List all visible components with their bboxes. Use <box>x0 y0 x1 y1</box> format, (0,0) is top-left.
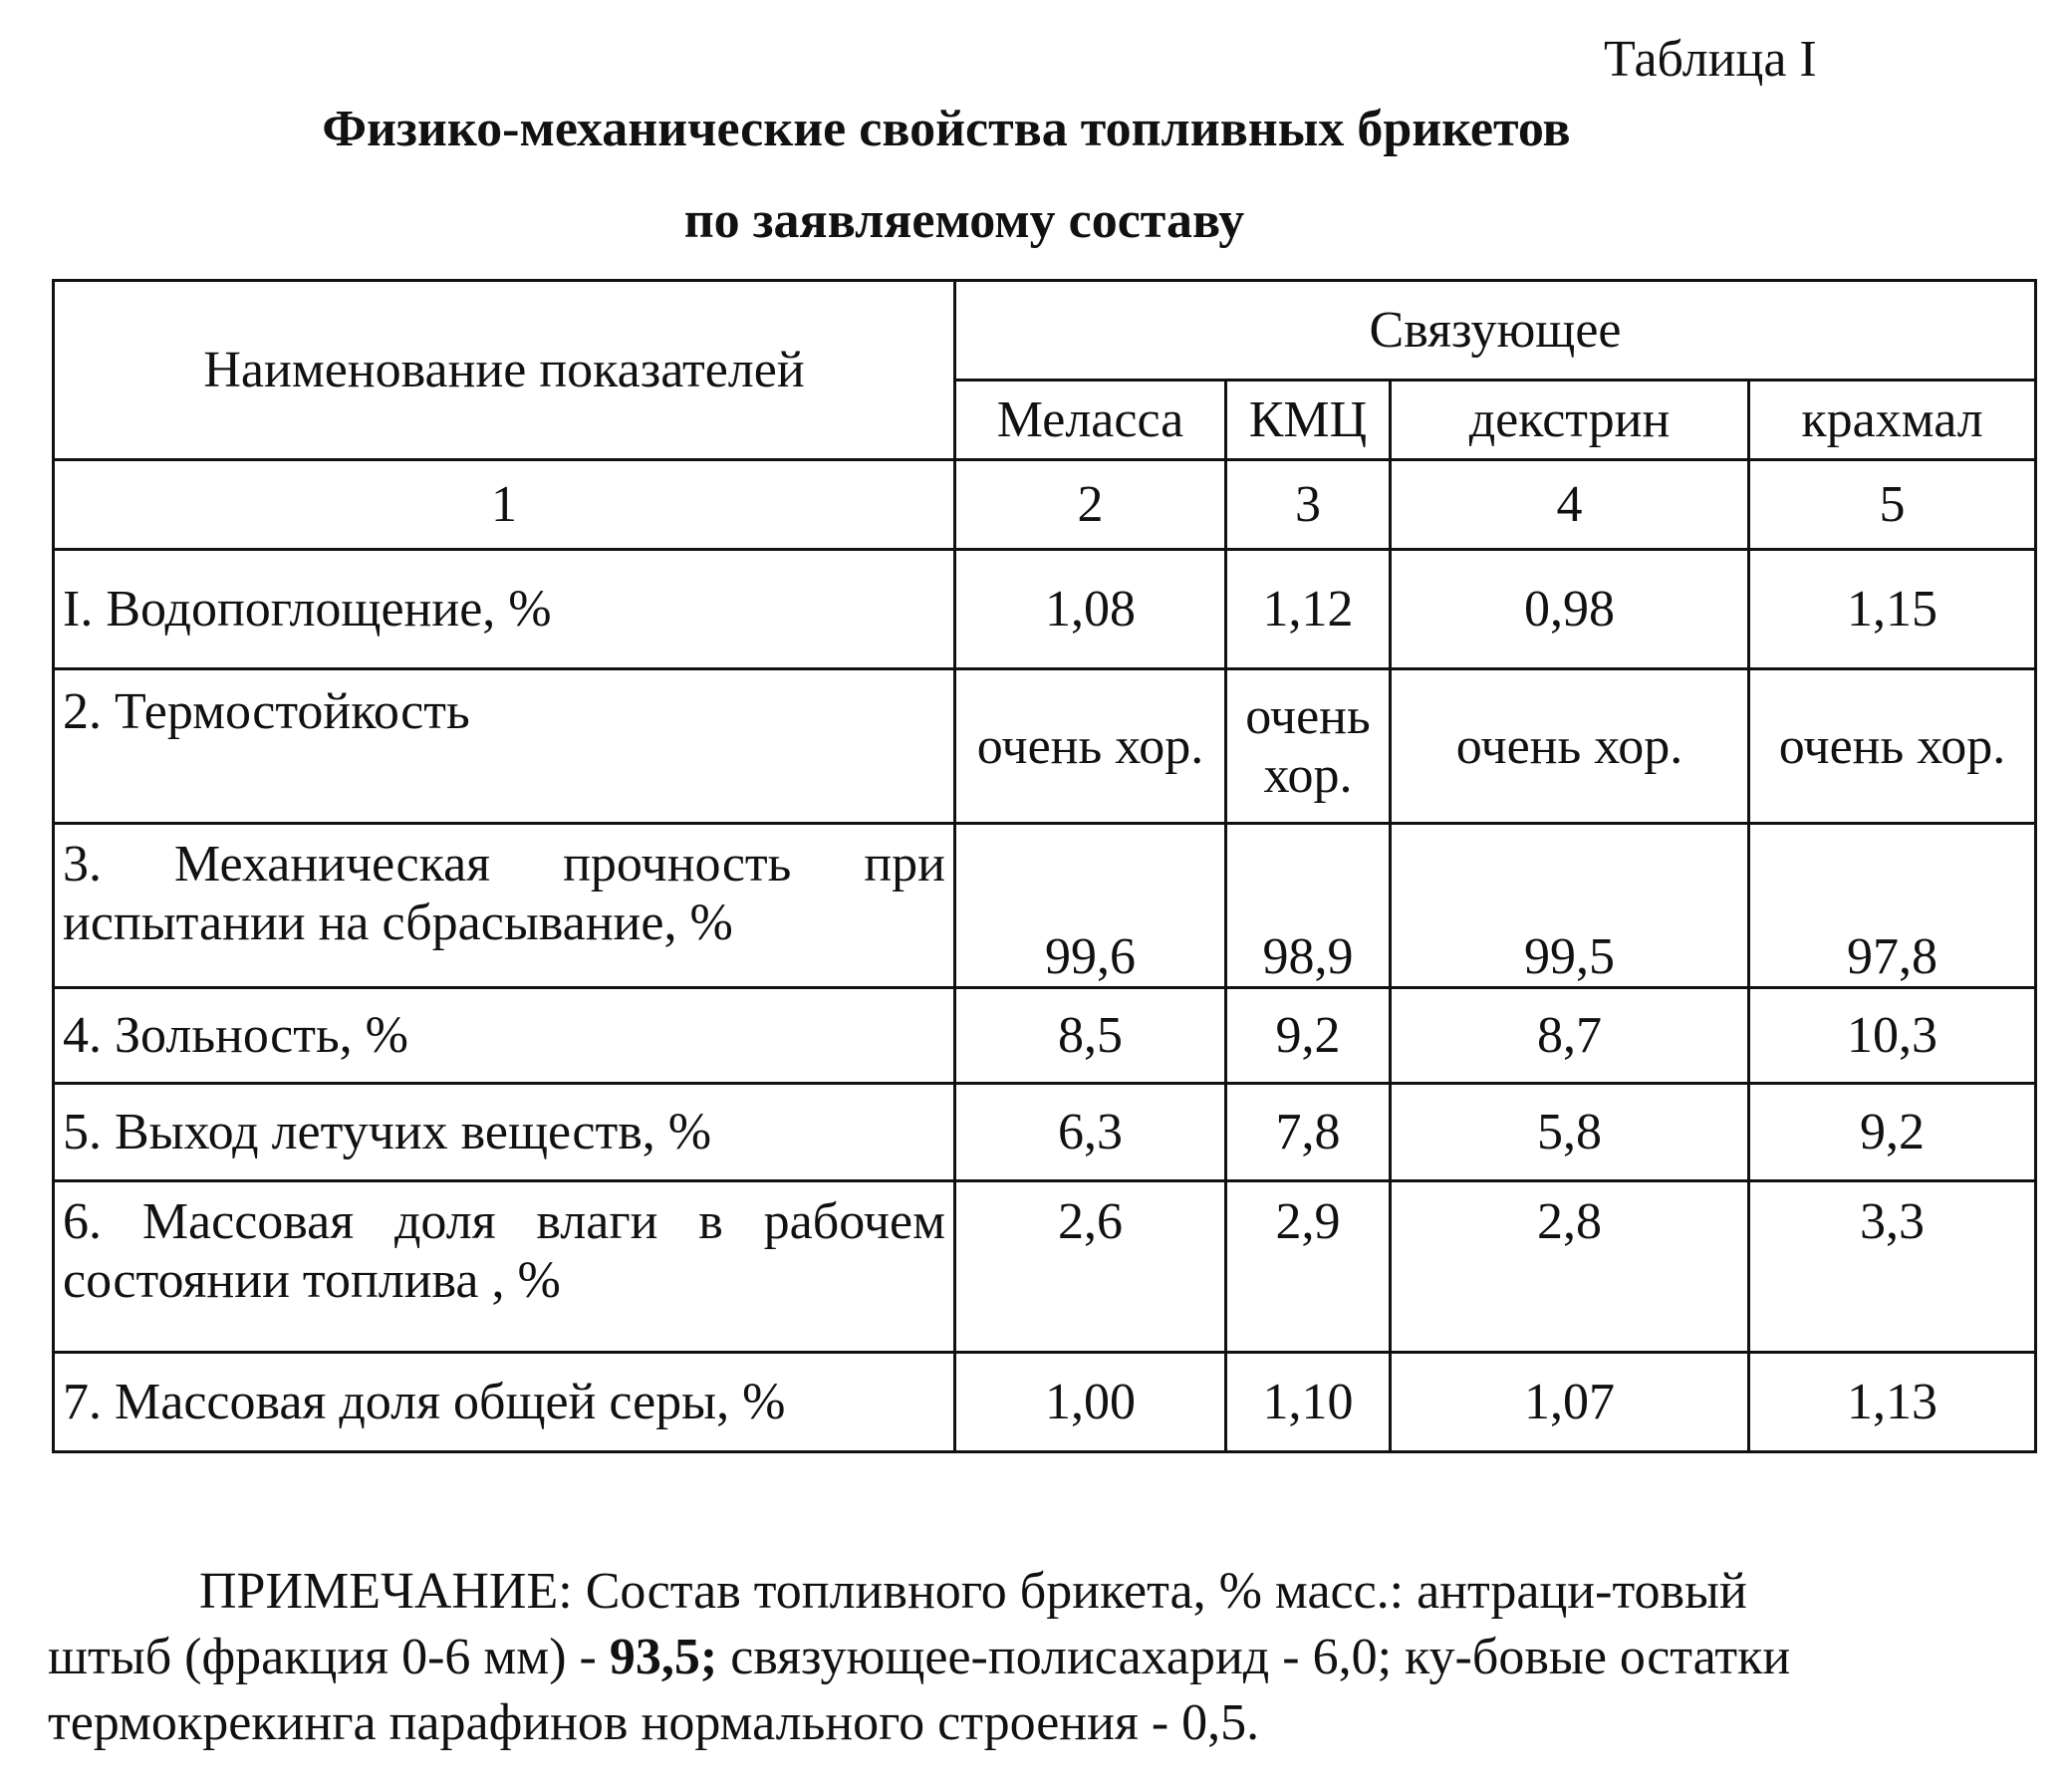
cell-value: 6,3 <box>955 1084 1226 1181</box>
table-row <box>54 988 2036 1084</box>
cell-value: 3,3 <box>1749 1181 2036 1353</box>
table-row <box>54 669 2036 824</box>
col-number: 4 <box>1391 460 1749 550</box>
row-name: 3. Механическая прочность при испытании на сбрасывание, % <box>54 824 955 988</box>
cell-value: 1,00 <box>955 1353 1226 1452</box>
cell-value: 1,10 <box>1226 1353 1391 1452</box>
cell-value: очень хор. <box>1226 669 1391 824</box>
table-row <box>54 1084 2036 1181</box>
table-note <box>48 1559 1841 1756</box>
properties-table <box>52 279 2037 1453</box>
cell-value: очень хор. <box>1391 669 1749 824</box>
note-text-end: связующее-полисахарид - 6,0; ку-бовые остатки термокрекинга парафинов нормального строения - 0,5. <box>48 1629 1791 1751</box>
col-number: 1 <box>54 460 955 550</box>
cell-value: 2,9 <box>1226 1181 1391 1353</box>
cell-value: 9,2 <box>1749 1084 2036 1181</box>
cell-value: 1,15 <box>1749 550 2036 669</box>
header-indicator-name: Наименование показателей <box>54 281 955 460</box>
header-binder-dextrin: декстрин <box>1391 381 1749 460</box>
cell-value: 1,08 <box>955 550 1226 669</box>
cell-value: 98,9 <box>1226 824 1391 988</box>
header-binder-cmc: КМЦ <box>1226 381 1391 460</box>
row-name: 2. Термостойкость <box>54 669 955 824</box>
table-title: Физико-механические свойства топливных брикетов <box>322 101 1571 157</box>
cell-value: 8,7 <box>1391 988 1749 1084</box>
table-row <box>54 1181 2036 1353</box>
cell-value: 97,8 <box>1749 824 2036 988</box>
cell-value: 2,6 <box>955 1181 1226 1353</box>
cell-value: 0,98 <box>1391 550 1749 669</box>
table-row <box>54 1353 2036 1452</box>
row-name: 6. Массовая доля влаги в рабочем состоянии топлива , % <box>54 1181 955 1353</box>
cell-value: 1,07 <box>1391 1353 1749 1452</box>
note-text-start: ПРИМЕЧАНИЕ: Состав топливного брикета, % масс.: антраци-товый штыб (фракция 0-6 мм) - <box>48 1563 1747 1685</box>
col-number: 5 <box>1749 460 2036 550</box>
row-name: I. Водопоглощение, % <box>54 550 955 669</box>
cell-value: 1,12 <box>1226 550 1391 669</box>
col-number: 2 <box>955 460 1226 550</box>
cell-value: 7,8 <box>1226 1084 1391 1181</box>
row-name: 5. Выход летучих веществ, % <box>54 1084 955 1181</box>
cell-value: 2,8 <box>1391 1181 1749 1353</box>
header-binder-starch: крахмал <box>1749 381 2036 460</box>
cell-value: 8,5 <box>955 988 1226 1084</box>
table-row <box>54 550 2036 669</box>
cell-value: очень хор. <box>955 669 1226 824</box>
col-number: 3 <box>1226 460 1391 550</box>
header-binder-molasses: Меласса <box>955 381 1226 460</box>
cell-value: 10,3 <box>1749 988 2036 1084</box>
note-bold-value: 93,5; <box>609 1629 718 1685</box>
cell-value: 99,6 <box>955 824 1226 988</box>
row-name: 4. Зольность, % <box>54 988 955 1084</box>
cell-value: 99,5 <box>1391 824 1749 988</box>
row-name: 7. Массовая доля общей серы, % <box>54 1353 955 1452</box>
header-row-group <box>54 281 2036 381</box>
cell-value: очень хор. <box>1749 669 2036 824</box>
table-subtitle: по заявляемому составу <box>683 192 1245 249</box>
column-number-row <box>54 460 2036 550</box>
cell-value: 1,13 <box>1749 1353 2036 1452</box>
cell-value: 9,2 <box>1226 988 1391 1084</box>
table-label: Таблица I <box>1604 31 1817 88</box>
cell-value: 5,8 <box>1391 1084 1749 1181</box>
header-binder-group: Связующее <box>955 281 2036 381</box>
table-row <box>54 824 2036 988</box>
